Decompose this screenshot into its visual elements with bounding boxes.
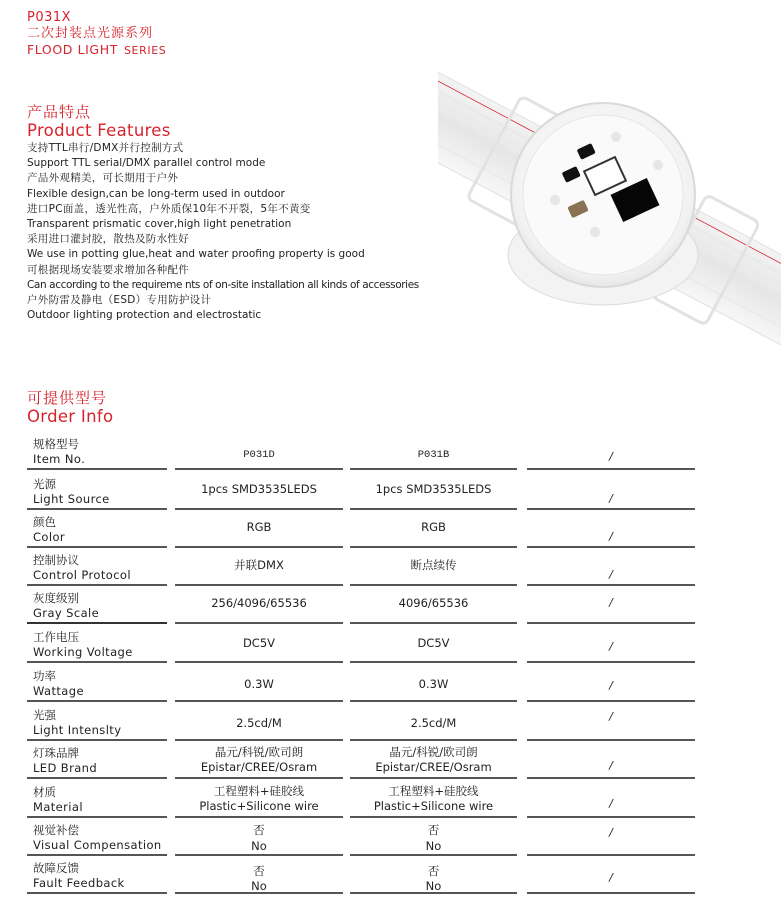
- cell-value: 2.5cd/M: [236, 716, 282, 730]
- table-row: [0, 624, 781, 663]
- cell-value: DC5V: [417, 636, 450, 650]
- table-row: [0, 779, 781, 818]
- na-value: /: [609, 797, 613, 810]
- na-value: /: [609, 640, 613, 653]
- table-row: [0, 702, 781, 741]
- feature-cn: 进口PC面盖，透光性高，户外质保10年不开裂，5年不黄变: [27, 202, 311, 215]
- table-row: [0, 432, 781, 470]
- cell-value: 断点续传: [410, 558, 457, 572]
- cell-value-en: No: [425, 879, 442, 893]
- series-title-cn: 二次封装点光源系列: [27, 26, 154, 41]
- na-value: /: [609, 492, 613, 505]
- row-label-cn: 工作电压: [33, 630, 79, 644]
- row-label-en: Wattage: [33, 684, 84, 698]
- row-label-en: Item No.: [33, 452, 86, 466]
- table-row: [0, 741, 781, 779]
- series-title-en-main: FLOOD LIGHT: [27, 42, 118, 57]
- feature-en: Outdoor lighting protection and electrostatic: [27, 309, 262, 322]
- features-title-en: Product Features: [27, 121, 171, 140]
- cell-value: 2.5cd/M: [410, 716, 457, 730]
- order-info-section: [27, 389, 113, 427]
- cell-value-en: Plastic+Silicone wire: [373, 799, 494, 813]
- table-row: [0, 818, 781, 856]
- feature-en: Transparent prismatic cover,high light penetration: [27, 218, 292, 231]
- cell-value-en: Epistar/CREE/Osram: [375, 760, 492, 774]
- cell-value-cn: 否: [253, 864, 265, 878]
- cell-value: 并联DMX: [234, 558, 284, 572]
- cell-value: DC5V: [242, 636, 276, 650]
- cell-value-cn: 工程塑料+硅胶线: [213, 784, 305, 798]
- row-label-cn: 功率: [33, 669, 56, 683]
- item-no-p031b: P031B: [417, 449, 450, 461]
- cell-value: RGB: [421, 520, 446, 534]
- cell-value: 0.3W: [418, 677, 449, 691]
- row-label-en: Fault Feedback: [33, 876, 125, 890]
- order-title-en: Order Info: [27, 407, 114, 426]
- model-code: P031X: [27, 10, 72, 25]
- cell-value-cn: 否: [253, 823, 265, 837]
- row-label-en: Light Source: [33, 492, 110, 506]
- row-label-en: Color: [33, 530, 66, 544]
- cell-value-cn: 工程塑料+硅胶线: [388, 784, 479, 798]
- cell-value-en: Plastic+Silicone wire: [199, 799, 319, 813]
- cell-value-cn: 晶元/科锐/欧司朗: [389, 745, 478, 759]
- series-header: [27, 10, 166, 59]
- table-row: [0, 470, 781, 510]
- feature-en: Flexible design,can be long-term used in outdoor: [27, 187, 285, 200]
- na-value: /: [609, 530, 613, 543]
- feature-en: We use in potting glue,heat and water proofing property is good: [27, 248, 365, 261]
- cell-value-en: Epistar/CREE/Osram: [200, 760, 318, 774]
- row-label-cn: 光源: [33, 477, 56, 491]
- na-value: /: [609, 568, 613, 581]
- cell-value-cn: 否: [427, 823, 440, 837]
- row-label-cn: 规格型号: [33, 437, 79, 451]
- na-value: /: [609, 826, 613, 839]
- row-label-en: Material: [33, 800, 83, 814]
- row-label-en: Visual Compensation: [33, 838, 162, 852]
- na-value: /: [609, 450, 613, 463]
- row-label-cn: 故障反馈: [33, 861, 79, 875]
- na-value: /: [609, 871, 613, 884]
- row-label-en: LED Brand: [33, 761, 98, 775]
- row-label-cn: 灯珠品牌: [33, 746, 79, 760]
- row-label-en: Working Voltage: [33, 645, 133, 659]
- cell-value-en: No: [425, 839, 442, 853]
- series-title-en: [27, 42, 166, 59]
- feature-en: Support TTL serial/DMX parallel control mode: [27, 157, 266, 170]
- cell-value: 1pcs SMD3535LEDS: [201, 482, 317, 496]
- na-value: /: [609, 679, 613, 692]
- cell-value-en: No: [251, 879, 267, 893]
- na-value: /: [609, 596, 613, 609]
- na-value: /: [609, 759, 613, 772]
- table-row: [0, 548, 781, 586]
- table-row: [0, 856, 781, 894]
- led-pixel-module-image: [438, 40, 781, 380]
- row-label-en: Gray Scale: [33, 606, 100, 620]
- row-label-cn: 灰度级别: [33, 591, 79, 605]
- cell-value-en: No: [251, 839, 267, 853]
- series-title-en-suffix: SERIES: [123, 44, 167, 57]
- row-label-cn: 光强: [33, 708, 56, 722]
- table-row: [0, 510, 781, 548]
- row-label-cn: 控制协议: [33, 553, 79, 567]
- row-label-en: Control Protocol: [33, 568, 131, 582]
- cell-value: 0.3W: [244, 677, 274, 691]
- table-row: [0, 586, 781, 624]
- feature-en: Can according to the requireme nts of on-site installation all kinds of accessories: [27, 278, 419, 291]
- feature-cn: 采用进口灌封胶，散热及防水性好: [27, 233, 189, 246]
- feature-cn: 产品外观精美，可长期用于户外: [27, 172, 179, 185]
- feature-cn: 支持TTL串行/DMX并行控制方式: [27, 142, 184, 154]
- cell-value: 4096/65536: [398, 596, 469, 610]
- features-title-cn: 产品特点: [27, 103, 92, 121]
- order-title-cn: 可提供型号: [27, 389, 108, 407]
- cell-value: 256/4096/65536: [211, 596, 307, 610]
- item-no-p031d: P031D: [243, 449, 275, 461]
- product-features-section: [27, 103, 419, 323]
- na-value: /: [609, 710, 613, 723]
- cell-value-cn: 晶元/科锐/欧司朗: [214, 745, 304, 759]
- cell-value-cn: 否: [427, 864, 440, 878]
- cell-value: 1pcs SMD3535LEDS: [375, 482, 492, 496]
- cell-value: RGB: [246, 520, 272, 534]
- table-row: [0, 663, 781, 702]
- feature-cn: 可根据现场安装要求增加各种配件: [27, 263, 189, 276]
- row-label-cn: 视觉补偿: [33, 823, 79, 837]
- feature-cn: 户外防雷及静电（ESD）专用防护设计: [27, 294, 212, 307]
- row-label-en: Light Intenslty: [33, 723, 122, 737]
- row-label-cn: 材质: [33, 785, 56, 799]
- row-label-cn: 颜色: [33, 515, 56, 529]
